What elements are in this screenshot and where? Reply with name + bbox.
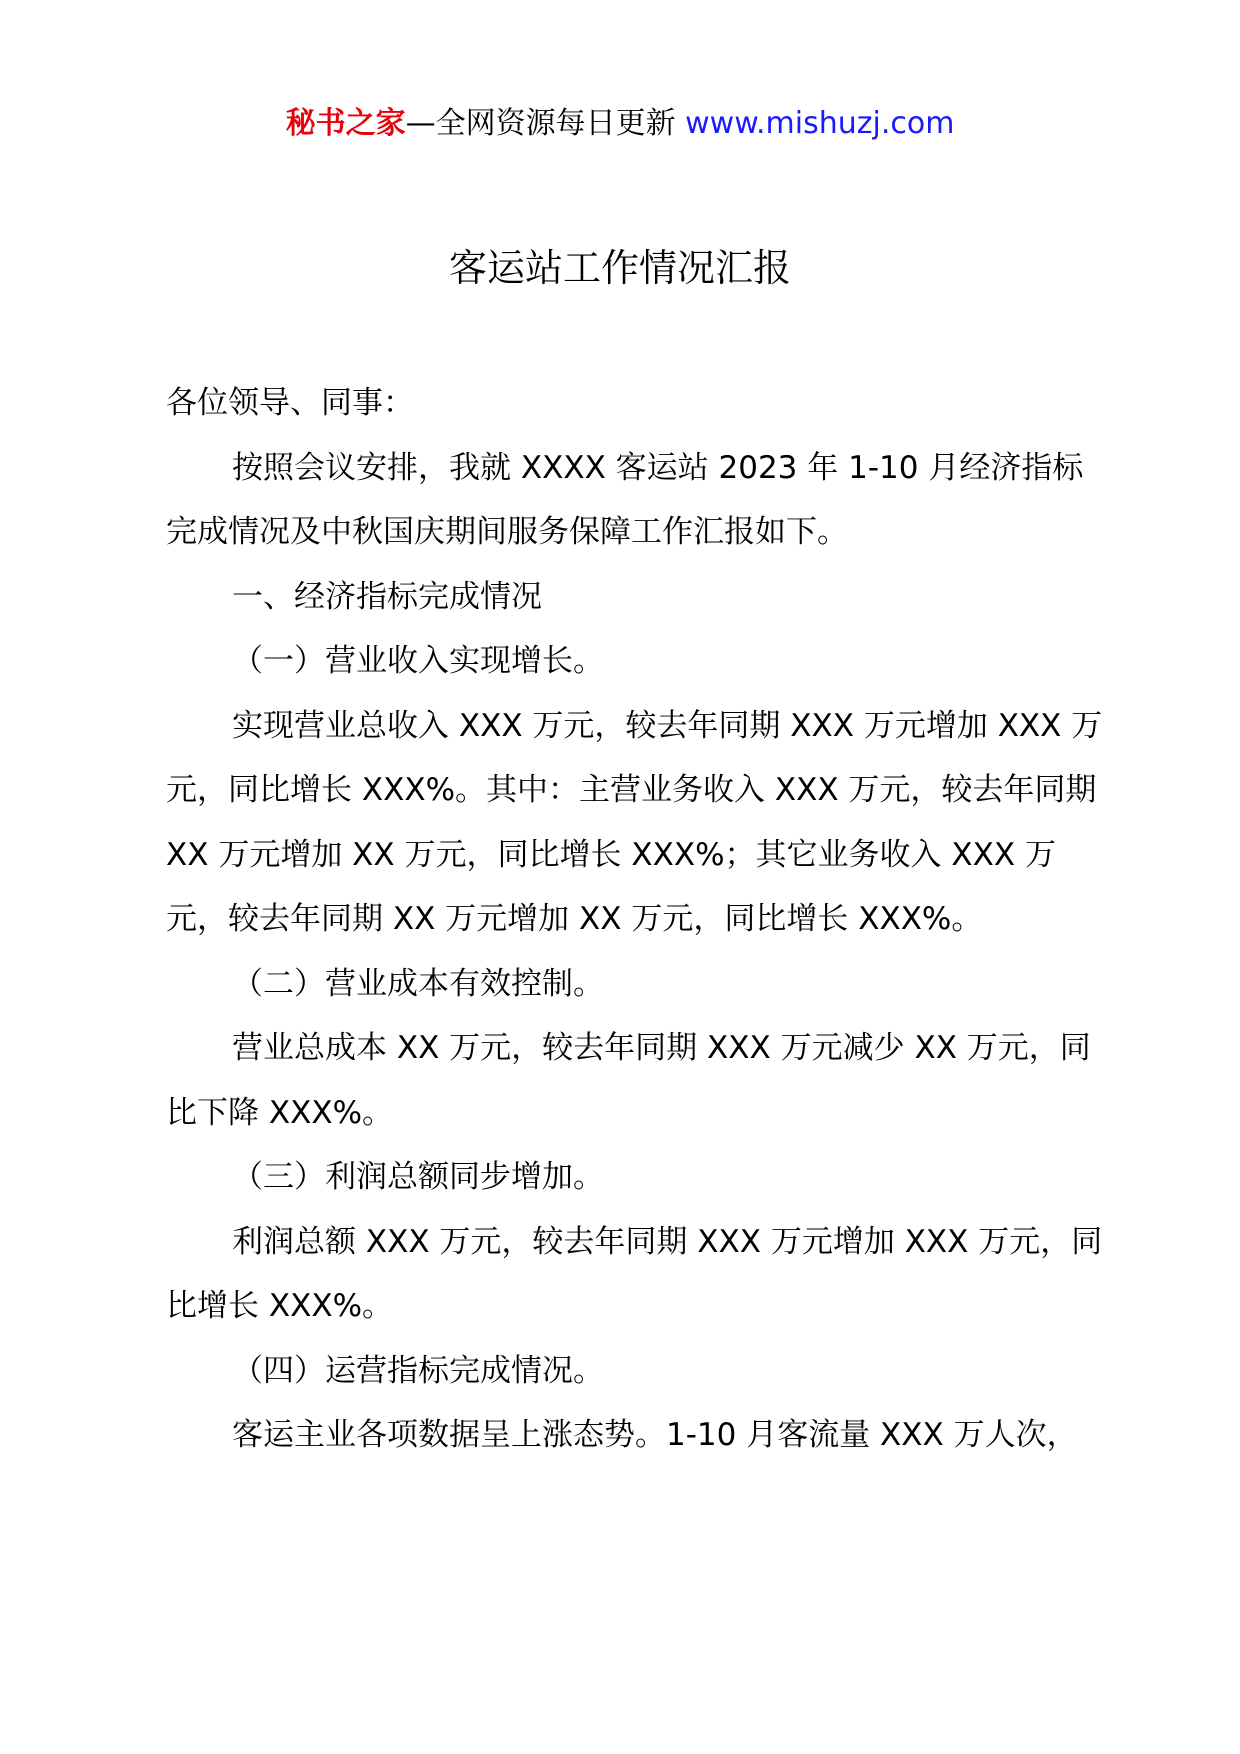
subsection-heading: （四）运营指标完成情况。: [232, 1352, 604, 1389]
subsection-heading: （三）利润总额同步增加。: [232, 1159, 604, 1195]
subsection-heading: （二）营业成本有效控制。: [232, 965, 604, 1002]
body-paragraph: 营业总成本 XX 万元，较去年同期 XXX 万元减少 XX 万元，同比下降 XXX%。: [166, 1030, 1091, 1131]
subsection-heading: （一）营业收入实现增长。: [232, 643, 604, 679]
document-body: [166, 371, 1112, 1468]
site-url-link[interactable]: www.mishuzj.com: [685, 106, 955, 141]
section-heading: 一、经济指标完成情况: [232, 578, 542, 615]
site-header: [0, 100, 1240, 148]
document-title: 客运站工作情况汇报: [448, 246, 791, 290]
body-paragraph: 客运主业各项数据呈上涨态势。1-10 月客流量 XXX 万人次，: [232, 1417, 1078, 1453]
intro-paragraph: 按照会议安排，我就 XXXX 客运站 2023 年 1-10 月经济指标完成情况及中秋国庆期间服务保障工作汇报如下。: [166, 449, 1084, 550]
body-paragraph: 利润总额 XXX 万元，较去年同期 XXX 万元增加 XXX 万元，同比增长 XXX%。: [166, 1223, 1103, 1324]
salutation: 各位领导、同事：: [166, 385, 414, 421]
brand-name: 秘书之家: [285, 106, 406, 141]
body-paragraph: 实现营业总收入 XXX 万元，较去年同期 XXX 万元增加 XXX 万元，同比增长 XXX%。其中：主营业务收入 XXX 万元，较去年同期 XX 万元增加 XX 万元，同比增长 XXX%；其它业务收入 XXX 万元，较去年同期 XX 万元增加 XX 万元，同比增长 XXX%。: [166, 707, 1103, 937]
site-slogan: —全网资源每日更新: [405, 106, 676, 141]
